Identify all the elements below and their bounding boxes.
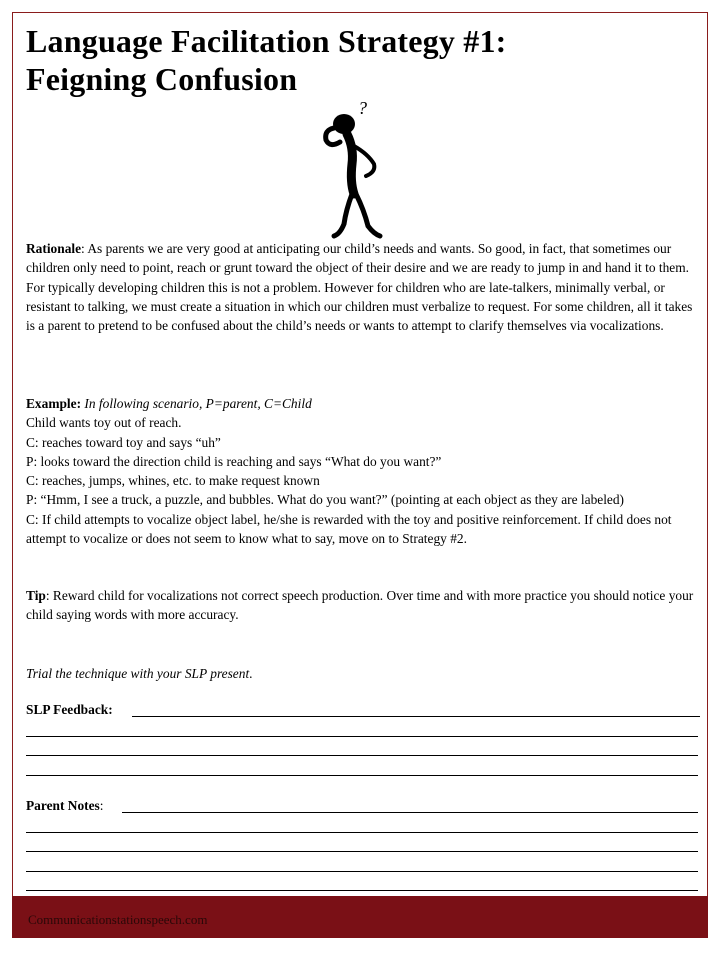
parent-notes-line[interactable] bbox=[26, 851, 698, 852]
footer-website: Communicationstationspeech.com bbox=[28, 912, 208, 927]
confused-stick-figure-icon bbox=[314, 98, 386, 242]
trial-note bbox=[26, 664, 696, 683]
example-line: C: reaches toward toy and says “uh” bbox=[26, 434, 221, 450]
rationale-paragraph bbox=[26, 239, 696, 335]
parent-notes-line[interactable] bbox=[26, 832, 698, 833]
example-intro: In following scenario, P=parent, C=Child bbox=[84, 396, 312, 411]
slp-feedback-line[interactable] bbox=[132, 716, 700, 717]
example-line: C: If child attempts to vocalize object label, he/she is rewarded with the toy and positive reinforcement. If child does not attempt to vocalize or does not seem to know what to say, move on to Strategy #2. bbox=[26, 511, 672, 547]
example-section bbox=[26, 394, 696, 548]
trial-text: Trial the technique with your SLP present bbox=[26, 666, 250, 681]
title-line-2: Feigning Confusion bbox=[26, 61, 298, 97]
slp-feedback-label: SLP Feedback: bbox=[26, 702, 113, 717]
title-line-1: Language Facilitation Strategy #1: bbox=[26, 23, 507, 59]
example-line: Child wants toy out of reach. bbox=[26, 415, 182, 431]
trial-period: . bbox=[249, 666, 253, 681]
parent-notes-line[interactable] bbox=[26, 871, 698, 872]
parent-notes-line[interactable] bbox=[26, 890, 698, 891]
slp-feedback-line[interactable] bbox=[26, 775, 698, 776]
tip-paragraph bbox=[26, 586, 696, 625]
example-colon: : bbox=[76, 396, 85, 411]
parent-notes-line[interactable] bbox=[122, 812, 698, 813]
tip-section bbox=[26, 586, 696, 625]
rationale-section bbox=[26, 239, 696, 335]
rationale-text: : As parents we are very good at anticipating our child’s needs and wants. So good, in fact, that sometimes our children only need to point, reach or grunt toward the object of their desire and we are ready to jump in and hand it to them. For typically developing children this is not a problem. However for children who are late-talkers, minimally verbal, or resistant to talking, we must create a situation in which our children must verbalize to request. For some children, all it takes is a parent to pretend to be confused about the child’s needs or wants to attempt to clarify themselves via vocalizations. bbox=[26, 241, 693, 334]
slp-feedback-line[interactable] bbox=[26, 755, 698, 756]
rationale-label: Rationale bbox=[26, 241, 82, 256]
tip-text: : Reward child for vocalizations not correct speech production. Over time and with more practice you should notice your child saying words with more accuracy. bbox=[26, 588, 694, 623]
example-line: P: “Hmm, I see a truck, a puzzle, and bubbles. What do you want?” (pointing at each object as they are labeled) bbox=[26, 492, 625, 508]
page-title bbox=[26, 22, 507, 98]
example-heading bbox=[26, 394, 696, 413]
slp-feedback-line[interactable] bbox=[26, 736, 698, 737]
example-label: Example bbox=[26, 396, 77, 411]
question-mark-glyph: ? bbox=[358, 98, 367, 118]
tip-label: Tip bbox=[26, 588, 46, 603]
parent-notes-label: Parent Notes: bbox=[26, 798, 104, 813]
example-line: P: looks toward the direction child is reaching and says “What do you want?” bbox=[26, 453, 442, 469]
example-line: C: reaches, jumps, whines, etc. to make request known bbox=[26, 473, 320, 489]
